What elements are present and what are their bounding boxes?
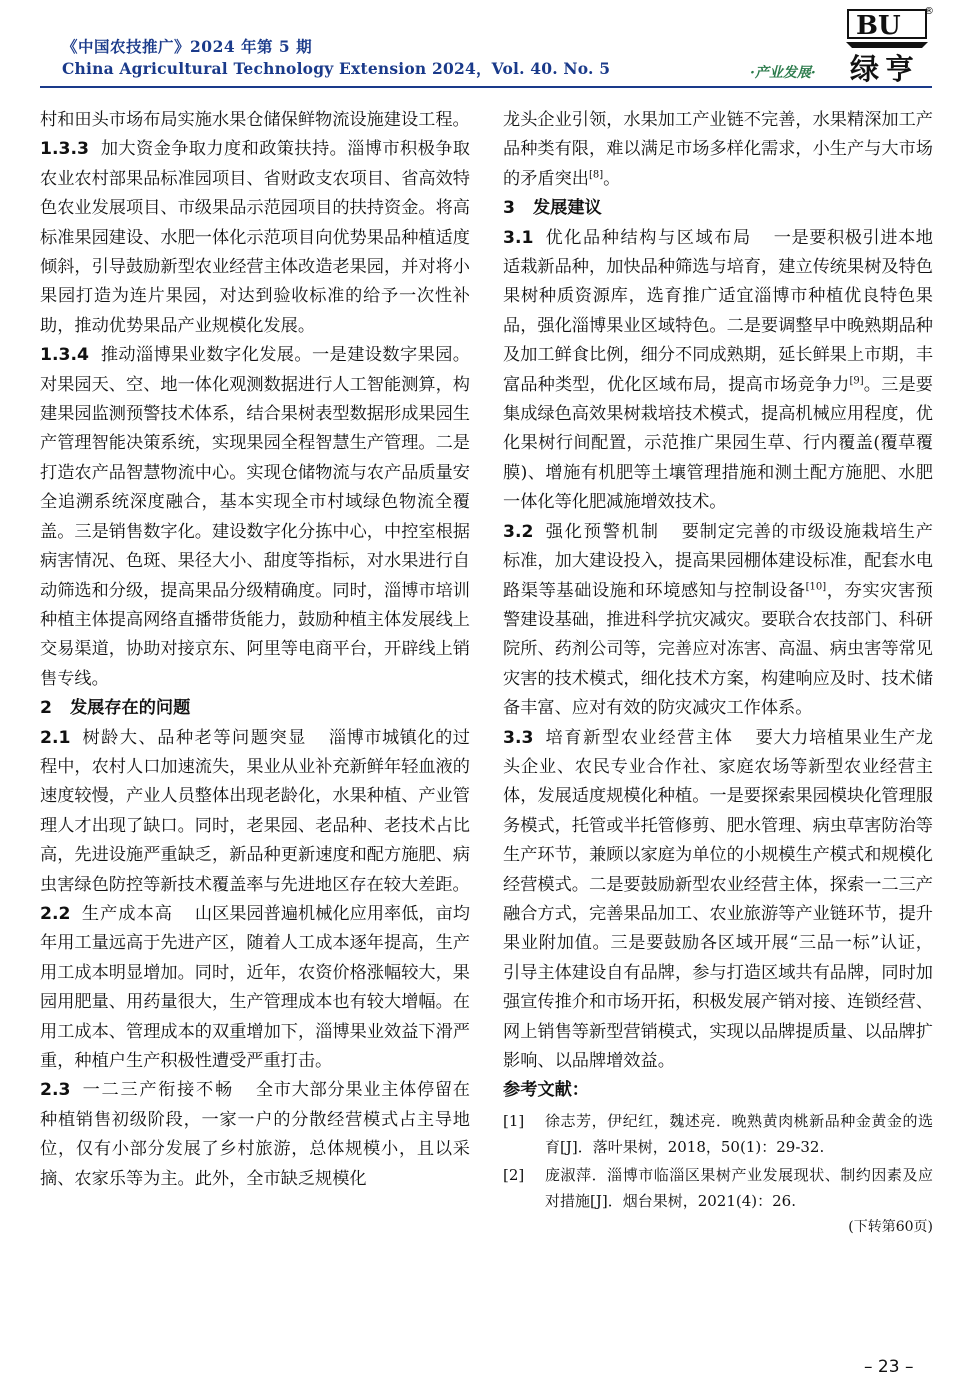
section-number: 1.3.4 xyxy=(40,345,89,366)
header-rule xyxy=(40,86,932,88)
continued-note: (下转第60页) xyxy=(848,1218,933,1235)
right-column xyxy=(503,106,933,1240)
section-1-3-4 xyxy=(40,341,470,694)
reference-text: 庞淑萍．淄博市临淄区果树产业发展现状、制约因素及应对措施[J]．烟台果树，2021(4)：26. xyxy=(545,1165,933,1210)
citation: [8] xyxy=(588,169,604,181)
page-header xyxy=(0,0,970,100)
section-3-2 xyxy=(503,518,933,724)
reference-item xyxy=(503,1108,933,1160)
reference-item xyxy=(503,1162,933,1214)
section-title: 树龄大、品种老等问题突显 xyxy=(82,727,307,748)
section-1-3-3 xyxy=(40,135,470,341)
section-2-2 xyxy=(40,900,470,1076)
section-number: 2.1 xyxy=(40,727,71,748)
section-title: 强化预警机制 xyxy=(545,521,660,542)
citation: [9] xyxy=(849,374,864,386)
section-3-1 xyxy=(503,224,933,518)
citation: [10] xyxy=(805,580,827,592)
section-text: 全市大部分果业主体停留在种植销售初级阶段，一家一户的分散经营模式占主导地位，仅有小部分发展了乡村旅游，总体规模小，且以采摘、农家乐等为主。此外，全市缺乏规模化 xyxy=(40,1080,470,1189)
section-text: 。三是要集成绿色高效果树栽培技术模式，提高机械应用程度，优化果树行间配置，示范推广果园生草、行内覆盖(覆草覆膜)、增施有机肥等土壤管理措施和测土配方施肥、水肥一体化等化肥减施增效技术。 xyxy=(503,374,933,513)
section-number: 2 xyxy=(40,698,52,719)
section-2-1 xyxy=(40,724,470,900)
section-number: 2.3 xyxy=(40,1080,71,1101)
section-label: ·产业发展· xyxy=(750,65,816,81)
section-title: 生产成本高 xyxy=(81,903,173,924)
reference-text: 徐志芳，伊纪红，魏述亮．晚熟黄肉桃新品种金黄金的选育[J]．落叶果树，2018，50(1)：29-32. xyxy=(545,1111,933,1156)
section-number: 1.3.3 xyxy=(40,139,89,160)
section-title: 一二三产衔接不畅 xyxy=(82,1080,234,1101)
section-number: 3.2 xyxy=(503,521,534,542)
publisher-logo xyxy=(836,2,936,86)
paragraph-text: 龙头企业引领，水果加工产业链不完善，水果精深加工产品种类有限，难以满足市场多样化需求，小生产与大市场的矛盾突出 xyxy=(503,110,933,189)
section-2-heading xyxy=(40,694,470,723)
section-text: 加大资金争取力度和政策扶持。淄博市积极争取农业农村部果品标准园项目、省财政支农项目、省高效特色农业发展项目、市级果品示范园项目的扶持资金。将高标准果园建设、水肥一体化示范项目向优势果品种植适度倾斜，引导鼓励新型农业经营主体改造老果园，并对将小果园打造为连片果园，对达到验收标准的给予一次性补助，推动优势果品产业规模化发展。 xyxy=(40,139,470,336)
logo-mark-icon xyxy=(836,2,936,52)
section-text: 推动淄博果业数字化发展。一是建设数字果园。对果园天、空、地一体化观测数据进行人工智能测算，构建果园监测预警技术体系，结合果树表型数据形成果园生产管理智能决策系统，实现果园全程智慧生产管理。二是打造农产品智慧物流中心。实现仓储物流与农产品质量安全追溯系统深度融合，基本实现全市村域绿色物流全覆盖。三是销售数字化。建设数字化分拣中心，中控室根据病害情况、色斑、果径大小、甜度等指标，对水果进行自动筛选和分级，提高果品分级精确度。同时，淄博市培训种植主体提高网络直播带货能力，鼓励种植主体发展线上交易渠道，协助对接京东、阿里等电商平台，开辟线上销售专线。 xyxy=(40,345,470,689)
section-number: 3.3 xyxy=(503,727,534,748)
page-number: – 23 – xyxy=(864,1357,914,1377)
section-number: 3 xyxy=(503,198,515,219)
reference-index: [2] xyxy=(503,1165,525,1184)
section-text: 要制定完善的市级设施栽培生产标准，加大建设投入，提高果园棚体建设标准，配套水电路渠等基础设施和环境感知与控制设备 xyxy=(503,521,933,601)
section-title: 优化品种结构与区域布局 xyxy=(545,227,752,248)
logo-text: 绿亨 xyxy=(850,52,921,86)
left-column xyxy=(40,106,470,1194)
section-3-3 xyxy=(503,724,933,1077)
references-heading: 参考文献： xyxy=(503,1080,589,1101)
paragraph-continued: 村和田头市场布局实施水果仓储保鲜物流设施建设工程。 xyxy=(40,110,470,130)
paragraph-end: 。 xyxy=(603,168,621,189)
section-2-3 xyxy=(40,1076,470,1194)
section-number: 3.1 xyxy=(503,227,534,248)
section-text: 要大力培植果业生产龙头企业、农民专业合作社、家庭农场等新型农业经营主体，发展适度规模化种植。一是要探索果园模块化管理服务模式，托管或半托管修剪、肥水管理、病虫草害防治等生产环节，兼顾以家庭为单位的小规模生产模式和规模化经营模式。二是要鼓励新型农业经营主体，探索一二三产融合方式，完善果品加工、农业旅游等产业链环节，提升果业附加值。三是要鼓励各区域开展“三品一标”认证，引导主体建设自有品牌，参与打造区域共有品牌，同时加强宣传推介和市场开拓，积极发展产销对接、连锁经营、网上销售等新型营销模式，实现以品牌提质量、以品牌扩影响、以品牌增效益。 xyxy=(503,727,933,1071)
section-3-heading xyxy=(503,194,933,223)
reference-index: [1] xyxy=(503,1111,525,1130)
section-text: 山区果园普遍机械化应用率低，亩均年用工量远高于先进产区，随着人工成本逐年提高，生产用工成本明显增加。同时，近年，农资价格涨幅较大，果园用肥量、用药量很大，生产管理成本也有较大增幅。在用工成本、管理成本的双重增加下，淄博果业效益下滑严重，种植户生产积极性遭受严重打击。 xyxy=(40,903,470,1071)
journal-title-cn: 《中国农技推广》2024 年第 5 期 xyxy=(62,37,313,56)
paragraph-continued xyxy=(503,106,933,194)
registered-mark: ® xyxy=(924,6,934,17)
section-title: 培育新型农业经营主体 xyxy=(545,727,734,748)
section-title: 发展建议 xyxy=(532,198,602,219)
section-text: ，夯实灾害预警建设基础，推进科学抗灾减灾。要联合农技部门、科研院所、药剂公司等，完善应对冻害、高温、病虫害等常见灾害的技术模式，细化技术方案，构建响应及时、技术储备丰富、应对有效的防灾减灾工作体系。 xyxy=(503,580,933,719)
journal-title-en: China Agricultural Technology Extension 2024，Vol. 40. No. 5 xyxy=(62,59,611,78)
section-text: 一是要积极引进本地适栽新品种，加快品种筛选与培育，建立传统果树及特色果树种质资源库，选育推广适宜淄博市种植优良特色果品，强化淄博果业区域特色。二是要调整早中晚熟期品种及加工鲜食比例，细分不同成熟期，延长鲜果上市期，丰富品种类型，优化区域布局，提高市场竞争力 xyxy=(503,227,933,395)
logo-mark-text: BU xyxy=(856,11,901,41)
section-title: 发展存在的问题 xyxy=(69,698,191,719)
section-text: 淄博市城镇化的过程中，农村人口加速流失，果业从业补充新鲜年轻血液的速度较慢，产业人员整体出现老龄化，水果种植、产业管理人才出现了缺口。同时，老果园、老品种、老技术占比高，先进设施严重缺乏，新品种更新速度和配方施肥、病虫害绿色防控等新技术覆盖率与先进地区存在较大差距。 xyxy=(40,727,470,895)
section-number: 2.2 xyxy=(40,903,71,924)
